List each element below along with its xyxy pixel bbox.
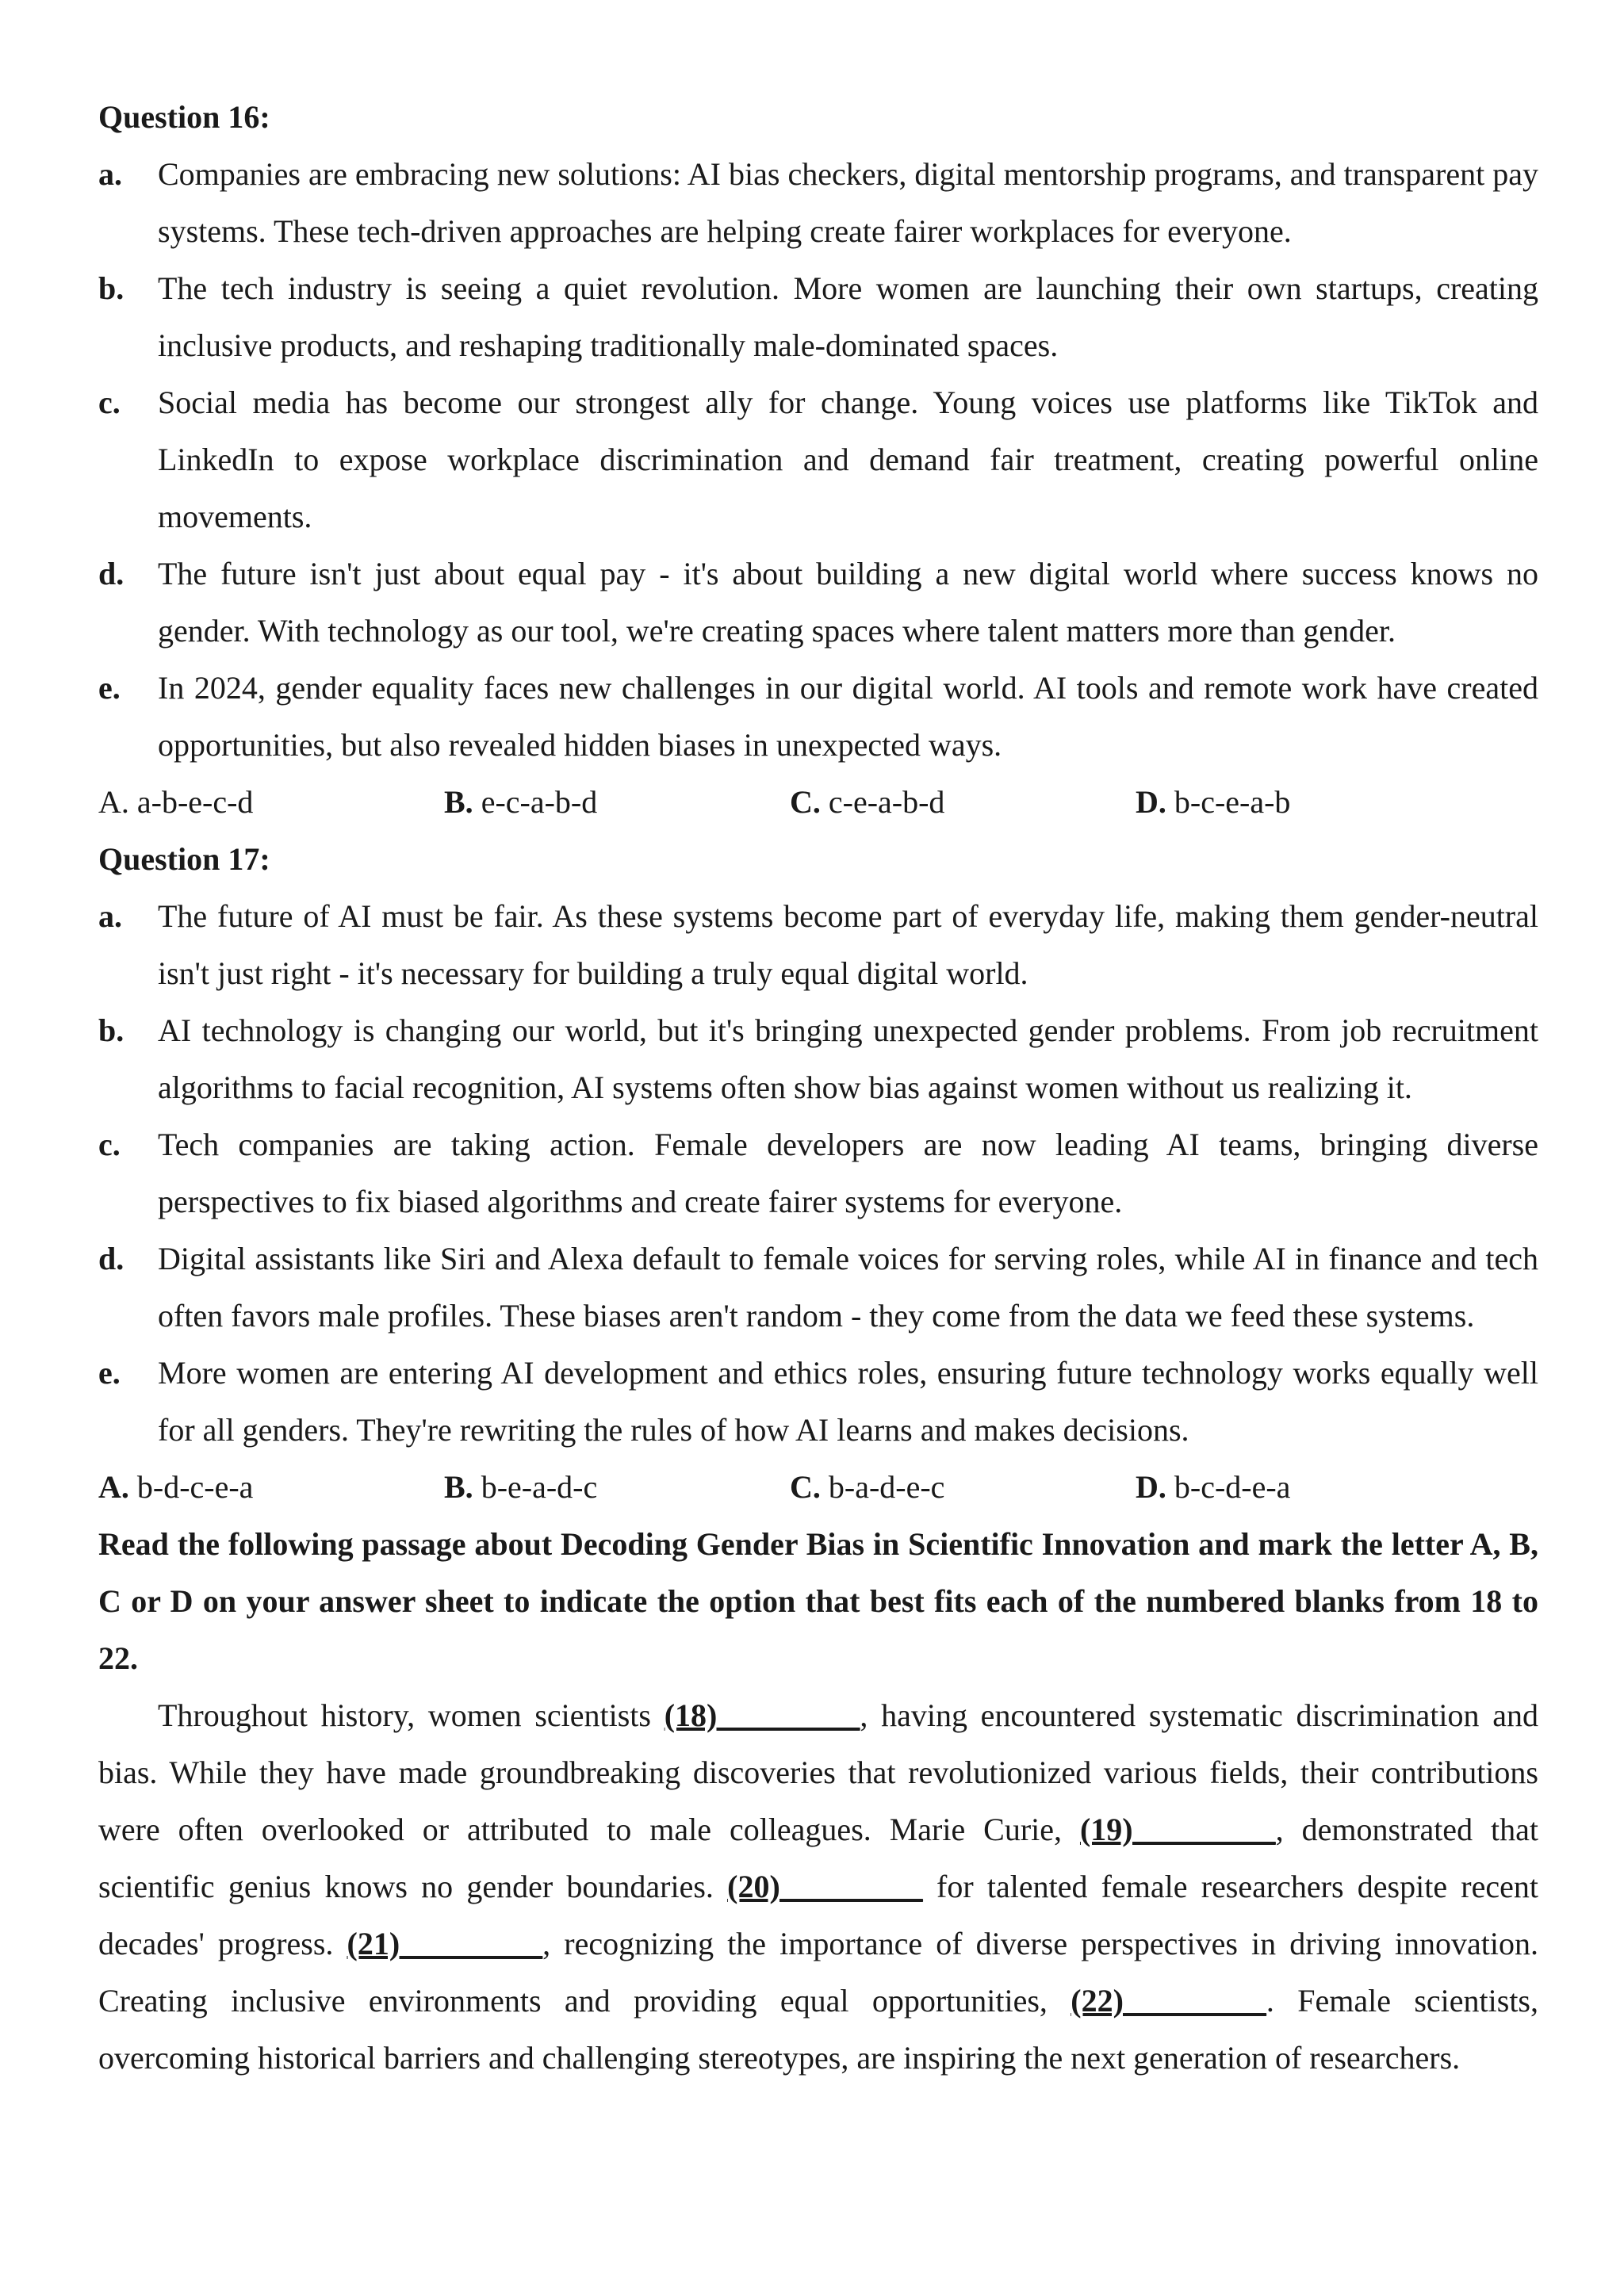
sentence-item xyxy=(98,1002,1538,1116)
question-title: Question 17: xyxy=(98,841,270,877)
sentence-item xyxy=(98,545,1538,660)
option-text: b-e-a-d-c xyxy=(473,1469,598,1505)
item-letter: d. xyxy=(98,556,124,591)
option-text: b-d-c-e-a xyxy=(128,1469,254,1505)
document-page xyxy=(98,89,1538,2087)
blank-19: (19)_________ xyxy=(1079,1812,1276,1847)
blank-22: (22)_________ xyxy=(1071,1983,1266,2019)
sentence-item xyxy=(98,260,1538,374)
option-c xyxy=(790,774,1136,831)
question-17 xyxy=(98,831,1538,1516)
option-a xyxy=(98,1459,444,1516)
blank-21: (21)_________ xyxy=(347,1926,543,1961)
option-label: D. xyxy=(1136,784,1166,820)
item-letter: a. xyxy=(98,898,122,934)
option-label: B. xyxy=(444,784,473,820)
item-text: In 2024, gender equality faces new challenges in our digital world. AI tools and remote work have created opportunities, but also revealed hidden biases in unexpected ways. xyxy=(158,670,1538,763)
passage-text: for talented female researchers despite recent decades' progress. xyxy=(98,1869,1538,1961)
option-label: C. xyxy=(790,784,821,820)
sentence-item xyxy=(98,1116,1538,1230)
item-text: Digital assistants like Siri and Alexa default to female voices for serving roles, while AI in finance and tech often favors male profiles. These biases aren't random - they come from the data we feed these systems. xyxy=(158,1241,1538,1334)
item-text: Social media has become our strongest ally for change. Young voices use platforms like TikTok and LinkedIn to expose workplace discrimination and demand fair treatment, creating powerful online movements. xyxy=(158,385,1538,534)
option-text: b-c-e-a-b xyxy=(1166,784,1291,820)
blank-20: (20)_________ xyxy=(727,1869,923,1904)
option-b xyxy=(444,1459,790,1516)
item-letter: c. xyxy=(98,385,121,420)
option-c xyxy=(790,1459,1136,1516)
option-b xyxy=(444,774,790,831)
answer-options xyxy=(98,1459,1538,1516)
sentence-item xyxy=(98,1230,1538,1345)
item-letter: e. xyxy=(98,670,121,706)
item-text: Tech companies are taking action. Female developers are now leading AI teams, bringing diverse perspectives to fix biased algorithms and create fairer systems for everyone. xyxy=(158,1127,1538,1219)
blank-18: (18)_________ xyxy=(664,1697,860,1733)
item-letter: c. xyxy=(98,1127,121,1162)
passage-text: , demonstrated that scientific genius knows no gender boundaries. xyxy=(98,1812,1538,1904)
item-letter: b. xyxy=(98,270,124,306)
item-text: The future isn't just about equal pay - it's about building a new digital world where success knows no gender. With technology as our tool, we're creating spaces where talent matters more than gender. xyxy=(158,556,1538,649)
question-title: Question 16: xyxy=(98,99,270,135)
option-label: A. xyxy=(98,784,129,820)
answer-options xyxy=(98,774,1538,831)
item-text: The tech industry is seeing a quiet revolution. More women are launching their own startups, creating inclusive products, and reshaping traditionally male-dominated spaces. xyxy=(158,270,1538,363)
option-label: B. xyxy=(444,1469,473,1505)
sentence-item xyxy=(98,1345,1538,1459)
passage-text: Throughout history, women scientists xyxy=(158,1697,665,1733)
option-label: C. xyxy=(790,1469,821,1505)
option-text: c-e-a-b-d xyxy=(820,784,945,820)
item-letter: b. xyxy=(98,1012,124,1048)
question-16 xyxy=(98,89,1538,831)
option-text: b-c-d-e-a xyxy=(1166,1469,1291,1505)
sentence-item xyxy=(98,374,1538,545)
item-text: AI technology is changing our world, but it's bringing unexpected gender problems. From job recruitment algorithms to facial recognition, AI systems often show bias against women without us realizing it. xyxy=(158,1012,1538,1105)
option-a xyxy=(98,774,444,831)
item-letter: e. xyxy=(98,1355,121,1391)
passage-text: . Female scientists, overcoming historical barriers and challenging stereotypes, are inspiring the next generation of researchers. xyxy=(98,1983,1538,2076)
option-label: A. xyxy=(98,1469,129,1505)
item-text: Companies are embracing new solutions: AI bias checkers, digital mentorship programs, and transparent pay systems. These tech-driven approaches are helping create fairer workplaces for everyone. xyxy=(158,156,1538,249)
option-d xyxy=(1136,774,1481,831)
option-text: b-a-d-e-c xyxy=(820,1469,945,1505)
cloze-passage xyxy=(98,1687,1538,2087)
item-text: More women are entering AI development and ethics roles, ensuring future technology works equally well for all genders. They're rewriting the rules of how AI learns and makes decisions. xyxy=(158,1355,1538,1448)
option-text: e-c-a-b-d xyxy=(473,784,598,820)
passage-text: , having encountered systematic discrimination and bias. While they have made groundbreaking discoveries that revolutionized various fields, their contributions were often overlooked or attributed to male colleagues. Marie Curie, xyxy=(98,1697,1538,1847)
passage-text: , recognizing the importance of diverse perspectives in driving innovation. Creating inclusive environments and providing equal opportunities, xyxy=(98,1926,1538,2019)
option-d xyxy=(1136,1459,1481,1516)
item-letter: d. xyxy=(98,1241,124,1276)
passage-instruction: Read the following passage about Decoding Gender Bias in Scientific Innovation and mark the letter A, B, C or D on your answer sheet to indicate the option that best fits each of the numbered blanks from 18 to 22. xyxy=(98,1526,1538,1676)
sentence-item xyxy=(98,146,1538,260)
item-letter: a. xyxy=(98,156,122,192)
item-text: The future of AI must be fair. As these systems become part of everyday life, making them gender-neutral isn't just right - it's necessary for building a truly equal digital world. xyxy=(158,898,1538,991)
option-text: a-b-e-c-d xyxy=(128,784,254,820)
option-label: D. xyxy=(1136,1469,1166,1505)
sentence-item xyxy=(98,888,1538,1002)
sentence-item xyxy=(98,660,1538,774)
